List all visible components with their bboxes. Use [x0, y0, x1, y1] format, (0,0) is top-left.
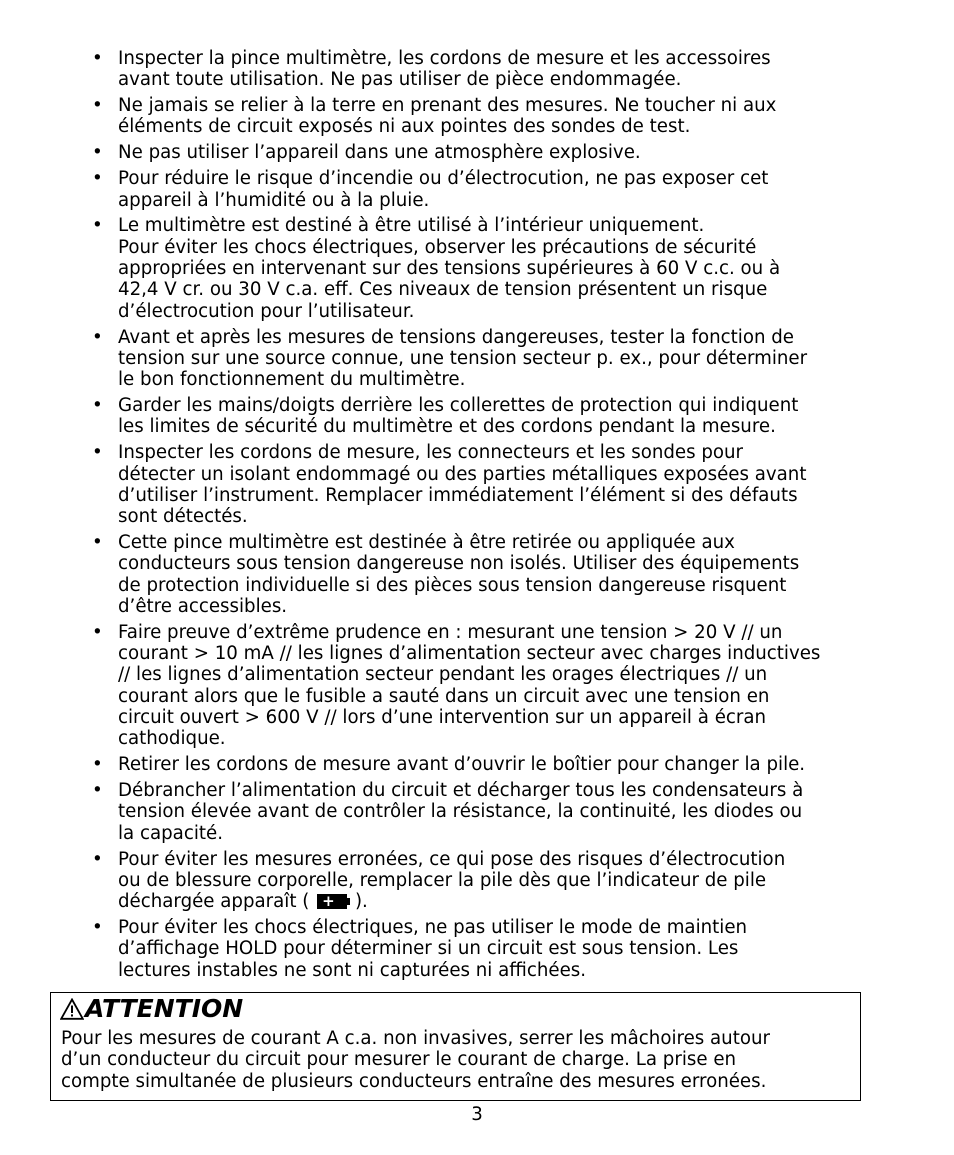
bullet-line: Inspecter les cordons de mesure, les connecteurs et les sondes pour [118, 442, 744, 464]
bullet-dot: • [92, 95, 103, 117]
list-item [92, 95, 867, 138]
bullet-dot: • [92, 848, 103, 870]
bullet-text [118, 917, 867, 981]
bullet-line: Le multimètre est destiné à être utilisé à l’intérieur uniquement. [118, 215, 705, 237]
bullet-text [118, 849, 867, 913]
bullet-line: Pour éviter les mesures erronées, ce qui pose des risques d’électrocution [118, 848, 786, 870]
list-item [92, 48, 867, 91]
list-item [92, 142, 867, 163]
bullet-text [118, 168, 867, 211]
bullet-line: Pour éviter les chocs électriques, observer les précautions de sécurité [118, 236, 757, 258]
bullet-dot: • [92, 168, 103, 190]
bullet-line: lectures instables ne sont ni capturées ni affichées. [118, 959, 587, 981]
bullet-dot: • [92, 215, 103, 237]
list-item [92, 215, 867, 321]
bullet-text [118, 754, 867, 775]
attention-line: d’un conducteur du circuit pour mesurer le courant de charge. La prise en [61, 1049, 737, 1071]
bullet-dot: • [92, 48, 103, 69]
bullet-dot: • [92, 780, 103, 802]
bullet-dot: • [92, 531, 103, 553]
attention-heading [60, 994, 243, 1024]
bullet-text [118, 327, 867, 391]
list-item [92, 395, 867, 438]
list-item [92, 780, 867, 844]
attention-line: Pour les mesures de courant A c.a. non invasives, serrer les mâchoires autour [61, 1028, 770, 1049]
bullet-line: d’être accessibles. [118, 595, 288, 617]
bullet-line: courant > 10 mA // les lignes d’alimentation secteur avec charges inductives [118, 643, 821, 665]
bullet-line: les limites de sécurité du multimètre et des cordons pendant la mesure. [118, 416, 776, 438]
bullet-dot: • [92, 442, 103, 464]
bullet-line: 42,4 V cr. ou 30 V c.a. eff. Ces niveaux de tension présentent un risque [118, 279, 768, 301]
bullet-line: sont détectés. [118, 506, 248, 528]
bullet-text [118, 142, 867, 163]
bullet-line: Inspecter la pince multimètre, les cordons de mesure et les accessoires [118, 48, 771, 69]
bullet-dot: • [92, 917, 103, 938]
bullet-text [118, 442, 867, 527]
bullet-text [118, 95, 867, 138]
bullet-line: le bon fonctionnement du multimètre. [118, 369, 466, 391]
bullet-line: Pour réduire le risque d’incendie ou d’électrocution, ne pas exposer cet [118, 168, 769, 190]
bullet-line: Faire preuve d’extrême prudence en : mesurant une tension > 20 V // un [118, 621, 783, 643]
bullet-line: d’utiliser l’instrument. Remplacer immédiatement l’élément si des défauts [118, 484, 798, 506]
bullet-line: Retirer les cordons de mesure avant d’ouvrir le boîtier pour changer la pile. [118, 754, 806, 776]
battery-text-after: ). [354, 891, 368, 913]
bullet-line: Garder les mains/doigts derrière les collerettes de protection qui indiquent [118, 395, 799, 417]
bullet-line: Avant et après les mesures de tensions dangereuses, tester la fonction de [118, 326, 794, 348]
bullet-line: Pour éviter les chocs électriques, ne pas utiliser le mode de maintien [118, 917, 748, 938]
bullet-line: ou de blessure corporelle, remplacer la pile dès que l’indicateur de pile [118, 869, 767, 891]
battery-text-before: déchargée apparaît ( [118, 891, 310, 913]
bullet-line: cathodique. [118, 728, 226, 750]
bullet-line: d’affichage HOLD pour déterminer si un circuit est sous tension. Les [118, 938, 739, 960]
bullet-line: courant alors que le fusible a sauté dans un circuit avec une tension en [118, 685, 770, 707]
bullet-line: conducteurs sous tension dangereuse non isolés. Utiliser des équipements [118, 553, 800, 575]
list-item [92, 917, 867, 981]
bullet-line: Ne pas utiliser l’appareil dans une atmosphère explosive. [118, 142, 641, 164]
bullet-text [118, 780, 867, 844]
bullet-line: avant toute utilisation. Ne pas utiliser de pièce endommagée. [118, 69, 682, 91]
bullet-text [118, 215, 867, 321]
bullet-line: de protection individuelle si des pièces sous tension dangereuse risquent [118, 574, 787, 596]
bullet-dot: • [92, 142, 103, 164]
bullet-line: la capacité. [118, 822, 223, 844]
warning-triangle-icon [60, 998, 84, 1020]
bullet-line [118, 891, 867, 912]
list-item [92, 622, 867, 750]
bullet-line: Cette pince multimètre est destinée à être retirée ou appliquée aux [118, 531, 735, 553]
list-item [92, 849, 867, 913]
bullet-line: circuit ouvert > 600 V // lors d’une intervention sur un appareil à écran [118, 706, 767, 728]
bullet-text [118, 395, 867, 438]
bullet-line: // les lignes d’alimentation secteur pendant les orages électriques // un [118, 664, 768, 686]
bullet-text [118, 532, 867, 617]
list-item [92, 754, 867, 775]
safety-bullet-list [92, 48, 867, 985]
bullet-dot: • [92, 621, 103, 643]
page-number: 3 [471, 1104, 483, 1125]
bullet-line: d’électrocution pour l’utilisateur. [118, 300, 415, 322]
bullet-line: Ne jamais se relier à la terre en prenant des mesures. Ne toucher ni aux [118, 95, 777, 117]
bullet-line: tension sur une source connue, une tension secteur p. ex., pour déterminer [118, 347, 808, 369]
attention-line: compte simultanée de plusieurs conducteurs entraîne des mesures erronées. [61, 1070, 767, 1092]
bullet-dot: • [92, 395, 103, 417]
list-item [92, 168, 867, 211]
bullet-line: tension élevée avant de contrôler la résistance, la continuité, les diodes ou [118, 801, 803, 823]
attention-title: ATTENTION [85, 994, 244, 1023]
list-item [92, 327, 867, 391]
bullet-text [118, 622, 867, 750]
attention-box [50, 992, 861, 1101]
bullet-line: détecter un isolant endommagé ou des parties métalliques exposées avant [118, 463, 807, 485]
list-item [92, 532, 867, 617]
bullet-line: appareil à l’humidité ou à la pluie. [118, 189, 430, 211]
battery-low-icon [317, 894, 347, 909]
list-item [92, 442, 867, 527]
attention-body [61, 1028, 856, 1092]
bullet-dot: • [92, 754, 103, 776]
bullet-line: éléments de circuit exposés ni aux pointes des sondes de test. [118, 116, 691, 138]
bullet-line: Débrancher l’alimentation du circuit et décharger tous les condensateurs à [118, 780, 804, 802]
bullet-line: appropriées en intervenant sur des tensions supérieures à 60 V c.c. ou à [118, 258, 781, 280]
bullet-text [118, 48, 867, 91]
bullet-dot: • [92, 326, 103, 348]
